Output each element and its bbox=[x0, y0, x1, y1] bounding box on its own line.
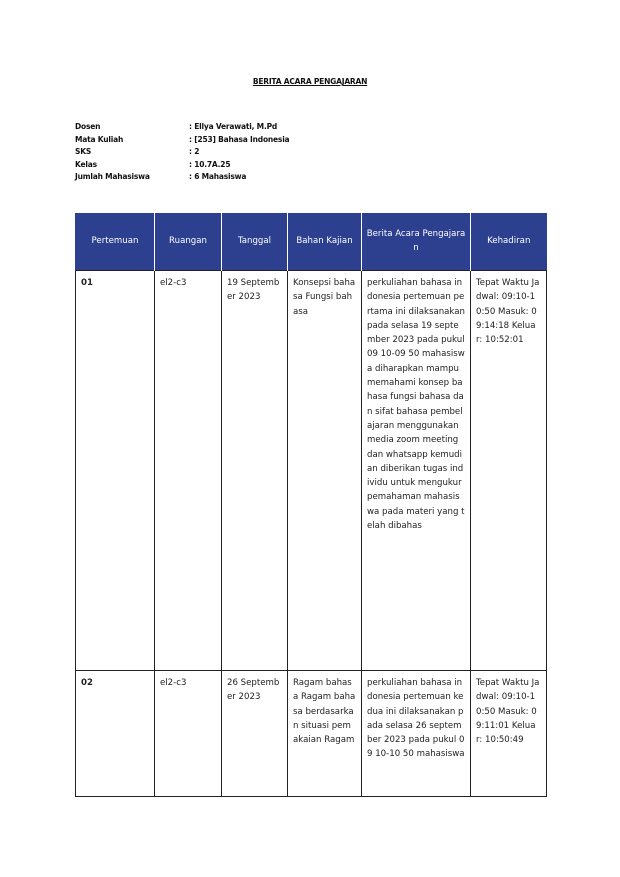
info-label: SKS bbox=[75, 147, 92, 157]
info-row-kelas bbox=[75, 159, 289, 172]
teaching-record-table bbox=[75, 213, 547, 797]
cell-berita-acara: perkuliahan bahasa indonesia pertemuan pertama ini dilaksanakan pada selasa 19 september 2023 pada pukul 09 10-09 50 mahasiswa diharapkan mampu memahami konsep bahasa fungsi bahasa dan sifat bahasa pembelajaran menggunakan media zoom meeting dan whatsapp kemudian diberikan tugas individu untuk mengukur pemahaman mahasiswa pada materi yang telah dibahas bbox=[362, 271, 471, 671]
cell-tanggal: 26 September 2023 bbox=[222, 671, 288, 797]
cell-kehadiran: Tepat Waktu Jadwal: 09:10-10:50 Masuk: 09:14:18 Keluar: 10:52:01 bbox=[471, 271, 547, 671]
document-title: BERITA ACARA PENGAJARAN bbox=[252, 77, 368, 86]
cell-bahan-kajian: Ragam bahasa Ragam bahasa berdasarkan situasi pemakaian Ragam bbox=[288, 671, 362, 797]
info-value: : 10.7A.25 bbox=[189, 159, 231, 169]
header-ruangan: Ruangan bbox=[155, 213, 222, 271]
header-berita-acara: Berita Acara Pengajaran bbox=[362, 213, 471, 271]
header-bahan-kajian: Bahan Kajian bbox=[288, 213, 362, 271]
info-value: : 2 bbox=[189, 147, 200, 157]
info-value: : [253] Bahasa Indonesia bbox=[189, 134, 290, 144]
cell-ruangan: el2-c3 bbox=[155, 671, 222, 797]
table-header-row bbox=[76, 213, 547, 271]
table-row bbox=[76, 671, 547, 797]
cell-pertemuan: 02 bbox=[76, 671, 155, 797]
cell-ruangan: el2-c3 bbox=[155, 271, 222, 671]
info-row-sks bbox=[75, 146, 289, 159]
cell-tanggal: 19 September 2023 bbox=[222, 271, 288, 671]
info-row-dosen bbox=[75, 121, 289, 134]
header-tanggal: Tanggal bbox=[222, 213, 288, 271]
info-label: Mata Kuliah bbox=[75, 134, 124, 144]
table-row bbox=[76, 271, 547, 671]
course-info bbox=[75, 121, 289, 184]
header-pertemuan: Pertemuan bbox=[76, 213, 155, 271]
info-label: Kelas bbox=[75, 159, 97, 169]
cell-berita-acara: perkuliahan bahasa indonesia pertemuan kedua ini dilaksanakan pada selasa 26 september 2023 pada pukul 09 10-10 50 mahasiswa bbox=[362, 671, 471, 797]
cell-pertemuan: 01 bbox=[76, 271, 155, 671]
info-label: Jumlah Mahasiswa bbox=[75, 172, 150, 182]
cell-bahan-kajian: Konsepsi bahasa Fungsi bahasa bbox=[288, 271, 362, 671]
info-row-mata-kuliah bbox=[75, 134, 289, 147]
header-kehadiran: Kehadiran bbox=[471, 213, 547, 271]
info-value: : 6 Mahasiswa bbox=[189, 172, 247, 182]
info-value: : Ellya Verawati, M.Pd bbox=[189, 122, 278, 131]
info-row-jumlah-mahasiswa bbox=[75, 171, 289, 184]
info-label: Dosen bbox=[75, 122, 101, 131]
cell-kehadiran: Tepat Waktu Jadwal: 09:10-10:50 Masuk: 09:11:01 Keluar: 10:50:49 bbox=[471, 671, 547, 797]
